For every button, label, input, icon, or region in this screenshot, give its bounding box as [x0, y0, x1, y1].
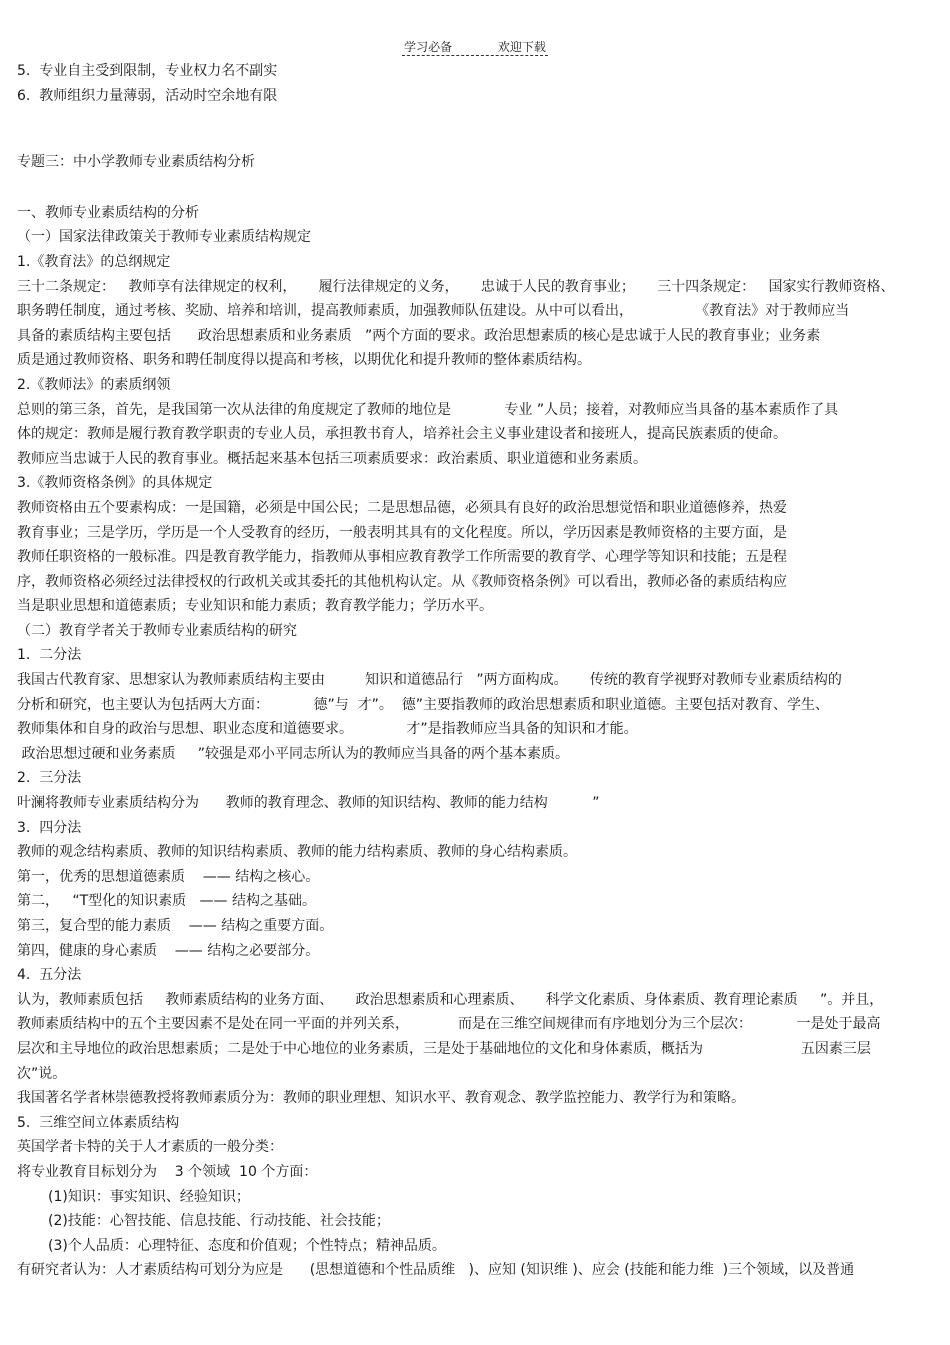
- text-line: 三十二条规定： 教师享有法律规定的权利， 履行法律规定的义务， 忠诚于人民的教育事业； 三十四条规定： 国家实行教师资格、: [17, 278, 895, 295]
- topic-title: 专题三：中小学教师专业素质结构分析: [17, 154, 255, 171]
- document-body: [17, 59, 929, 1283]
- item-heading: 1.《教育法》的总纲规定: [17, 253, 171, 270]
- text-line: 第三，复合型的能力素质 —— 结构之重要方面。: [17, 918, 334, 934]
- text-line: 英国学者卡特的关于人才素质的一般分类：: [17, 1139, 283, 1156]
- subsection-heading: （一）国家法律政策关于教师专业素质结构规定: [17, 229, 311, 246]
- item-heading: 1. 二分法: [17, 647, 82, 664]
- item-heading: 3. 四分法: [17, 819, 82, 836]
- text-line: 教育事业；三是学历，学历是一个人受教育的经历，一般表明其具有的文化程度。所以，学历因素是教师资格的主要方面，是: [17, 524, 787, 541]
- text-line: 教师集体和自身的政治与思想、职业态度和道德要求。 才”是指教师应当具备的知识和才能。: [17, 721, 638, 738]
- text-line: 第四，健康的身心素质 —— 结构之必要部分。: [17, 942, 320, 959]
- text-line: 次”说。: [17, 1065, 67, 1082]
- section-heading: 一、教师专业素质结构的分析: [17, 204, 199, 221]
- text-line: 总则的第三条，首先，是我国第一次从法律的角度规定了教师的地位是 专业 ”人员；接着，对教师应当具备的基本素质作了具: [17, 401, 839, 418]
- item-heading: 5. 三维空间立体素质结构: [17, 1114, 180, 1131]
- text-line: 分析和研究，也主要认为包括两大方面： 德”与 才”。 德”主要指教师的政治思想素质和职业道德。主要包括对教育、学生、: [17, 696, 830, 713]
- text-line: 政治思想过硬和业务素质 ”较强是邓小平同志所认为的教师应当具备的两个基本素质。: [17, 745, 569, 762]
- text-line: 教师任职资格的一般标准。四是教育教学能力，指教师从事相应教育教学工作所需要的教育学、心理学等知识和技能；五是程: [17, 549, 787, 566]
- text-line: 6. 教师组织力量薄弱，活动时空余地有限: [17, 87, 278, 104]
- page-header: [0, 38, 950, 55]
- subsection-heading: （二）教育学者关于教师专业素质结构的研究: [17, 622, 297, 639]
- header-left-text: 学习必备: [404, 40, 453, 54]
- text-line: 当是职业思想和道德素质；专业知识和能力素质；教育教学能力；学历水平。: [17, 598, 493, 615]
- text-line: 教师素质结构中的五个主要因素不是处在同一平面的并列关系， 而是在三维空间规律而有序地划分为三个层次： 一是处于最高: [17, 1016, 881, 1033]
- spacer: [17, 175, 929, 201]
- item-heading: 3.《教师资格条例》的具体规定: [17, 475, 213, 492]
- text-line: 叶澜将教师专业素质结构分为 教师的教育理念、教师的知识结构、教师的能力结构 ”: [17, 795, 600, 812]
- text-line: 5. 专业自主受到限制，专业权力名不副实: [17, 63, 278, 79]
- header-right-text: 欢迎下载: [497, 40, 546, 54]
- header-underline: [402, 55, 548, 56]
- text-line: 有研究者认为：人才素质结构可划分为应是 (思想道德和个性品质维 )、应知 (知识维 )、应会 (技能和能力维 )三个领域，以及普通: [17, 1262, 855, 1279]
- text-line: 第一，优秀的思想道德素质 —— 结构之核心。: [17, 868, 320, 885]
- text-line: 序，教师资格必须经过法律授权的行政机关或其委托的其他机构认定。从《教师资格条例》可以看出，教师必备的素质结构应: [17, 573, 787, 590]
- item-heading: 2. 三分法: [17, 770, 82, 787]
- list-item: (3)个人品质：心理特征、态度和价值观；个性特点；精神品质。: [48, 1237, 446, 1254]
- body-lines: [17, 201, 929, 1283]
- text-line: 职务聘任制度，通过考核、奖励、培养和培训，提高教师素质，加强教师队伍建设。从中可以看出， 《教育法》对于教师应当: [17, 303, 850, 320]
- text-line: 体的规定：教师是履行教育教学职责的专业人员，承担教书育人，培养社会主义事业建设者和接班人，提高民族素质的使命。: [17, 426, 787, 443]
- text-line: 认为，教师素质包括 教师素质结构的业务方面、 政治思想素质和心理素质、 科学文化素质、身体素质、教育理论素质 ”。并且，: [17, 991, 884, 1008]
- text-line: 我国著名学者林崇德教授将教师素质分为：教师的职业理想、知识水平、教育观念、教学监控能力、教学行为和策略。: [17, 1090, 745, 1107]
- text-line: 教师应当忠诚于人民的教育事业。概括起来基本包括三项素质要求：政治素质、职业道德和业务素质。: [17, 450, 647, 467]
- list-item: (1)知识：事实知识、经验知识；: [48, 1188, 250, 1205]
- spacer: [17, 108, 929, 150]
- item-heading: 4. 五分法: [17, 967, 82, 984]
- text-line: 具备的素质结构主要包括 政治思想素质和业务素质 ”两个方面的要求。政治思想素质的核心是忠诚于人民的教育事业；业务素: [17, 327, 821, 344]
- text-line: 质是通过教师资格、职务和聘任制度得以提高和考核，以期优化和提升教师的整体素质结构。: [17, 352, 591, 369]
- text-line: 教师的观念结构素质、教师的知识结构素质、教师的能力结构素质、教师的身心结构素质。: [17, 844, 577, 861]
- text-line: 第二， “T型化的知识素质 —— 结构之基础。: [17, 893, 316, 910]
- text-line: 我国古代教育家、思想家认为教师素质结构主要由 知识和道德品行 ”两方面构成。 传统的教育学视野对教师专业素质结构的: [17, 672, 842, 689]
- text-line: 将专业教育目标划分为 3 个领域 10 个方面：: [17, 1163, 318, 1180]
- list-item: (2)技能：心智技能、信息技能、行动技能、社会技能；: [48, 1213, 390, 1230]
- text-line: 教师资格由五个要素构成：一是国籍，必须是中国公民；二是思想品德，必须具有良好的政治思想觉悟和职业道德修养，热爱: [17, 499, 787, 516]
- item-heading: 2.《教师法》的素质纲领: [17, 376, 171, 393]
- text-line: 层次和主导地位的政治思想素质；二是处于中心地位的业务素质，三是处于基础地位的文化和身体素质，概括为 五因素三层: [17, 1040, 871, 1057]
